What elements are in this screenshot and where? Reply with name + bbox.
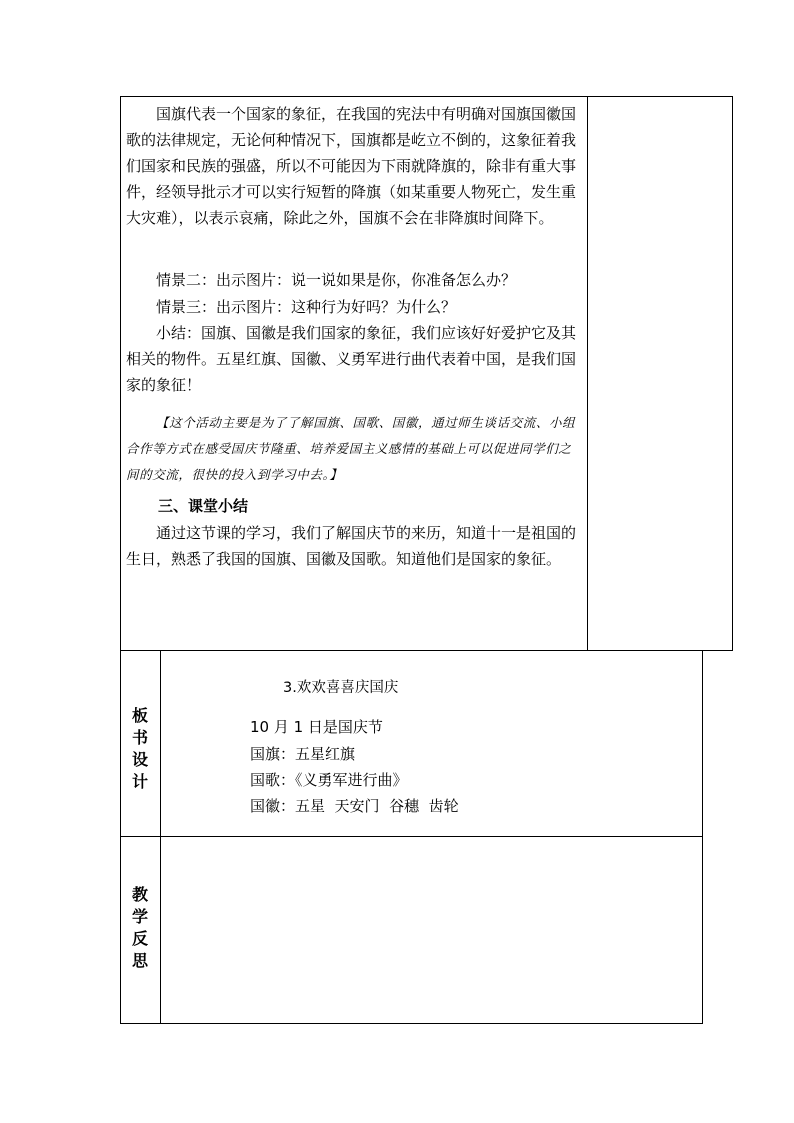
class-summary-heading: 三、课堂小结 xyxy=(158,497,249,515)
board-design-label: 板 书 设 计 xyxy=(131,706,148,791)
scene-two-text: 情景二：出示图片：说一说如果是你，你准备怎么办？ xyxy=(156,271,517,289)
board-line-emblem: 国徽：五星 天安门 谷穗 齿轮 xyxy=(250,797,459,815)
lower-right-border xyxy=(702,650,703,1024)
conclusion-paragraph: 通过这节课的学习，我们了解国庆节的来历，知道十一是祖国的生日，熟悉了我国的国旗、国徽及国歌。知道他们是国家的象征。 xyxy=(126,524,577,568)
teaching-reflection-label: 教 学 反 思 xyxy=(131,885,148,970)
scene-three-text: 情景三：出示图片：这种行为好吗？为什么？ xyxy=(156,298,457,316)
notes-column-divider xyxy=(587,96,588,651)
section-divider-1 xyxy=(120,650,733,651)
notes-column-right-border xyxy=(732,96,733,651)
board-line-date: 10 月 1 日是国庆节 xyxy=(250,718,383,736)
table-bottom-border xyxy=(120,1023,703,1024)
board-title: 3.欢欢喜喜庆国庆 xyxy=(283,680,399,696)
label-column-divider xyxy=(160,650,161,1024)
board-line-anthem: 国歌：《义勇军进行曲》 xyxy=(250,771,408,789)
flag-explanation-paragraph: 国旗代表一个国家的象征，在我国的宪法中有明确对国旗国徽国歌的法律规定，无论何种情况下，国旗都是屹立不倒的，这象征着我们国家和民族的强盛，所以不可能因为下雨就降旗的，除非有重大事件，经领导批示才可以实行短暂的降旗（如某重要人物死亡，发生重大灾难），以表示哀痛，除此之外，国旗不会在非降旗时间降下。 xyxy=(126,105,577,227)
activity-note: 【这个活动主要是为了了解国旗、国歌、国徽，通过师生谈话交流、小组合作等方式在感受国庆节隆重、培养爱国主义感情的基础上可以促进同学们之间的交流，很快的投入到学习中去。】 xyxy=(126,415,576,482)
board-line-flag: 国旗：五星红旗 xyxy=(250,745,356,763)
table-top-border xyxy=(120,96,733,97)
summary-paragraph: 小结：国旗、国徽是我们国家的象征，我们应该好好爱护它及其相关的物件。五星红旗、国徽、义勇军进行曲代表着中国，是我们国家的象征！ xyxy=(126,324,577,394)
section-divider-2 xyxy=(120,836,703,837)
